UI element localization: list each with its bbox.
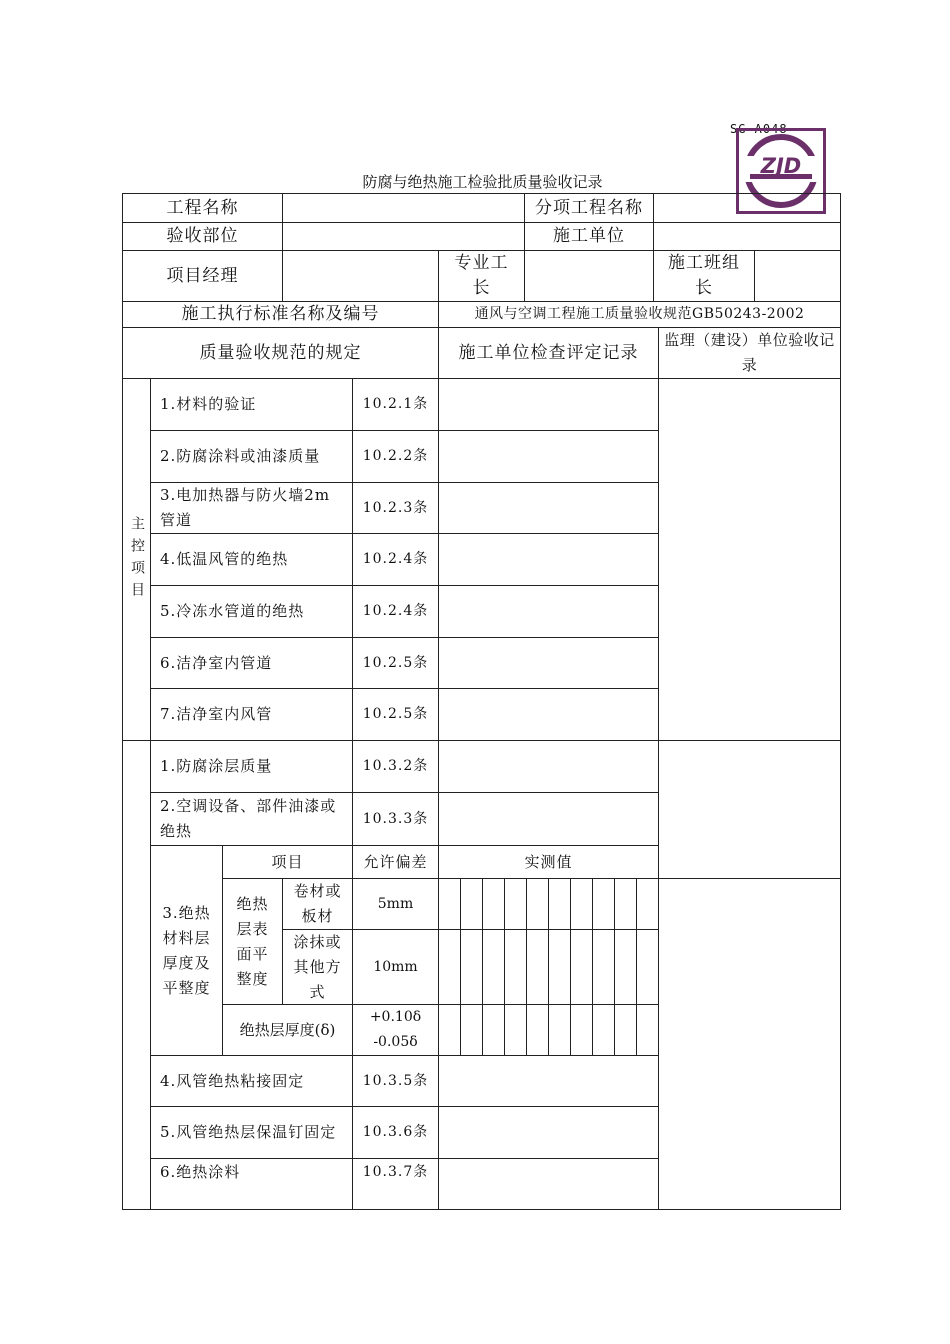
main-item-name: 1.材料的验证 [160, 395, 257, 413]
general-item-name: 6.绝热涂料 [160, 1162, 241, 1181]
main-control-side-label: 主控项目 [129, 515, 145, 604]
thickness-flatness-label: 3.绝热材料层厚度及平整度 [162, 903, 211, 997]
standard-value: 通风与空调工程施工质量验收规范GB50243-2002 [474, 306, 805, 322]
general-item-name: 2.空调设备、部件油漆或绝热 [160, 797, 337, 840]
project-manager-label: 项目经理 [166, 265, 239, 286]
main-item-name: 4.低温风管的绝热 [160, 550, 289, 568]
main-item-clause: 10.2.3条 [362, 499, 429, 516]
foreman-label [439, 251, 524, 301]
supervisor-column-header [659, 328, 840, 378]
main-item-name: 6.洁净室内管道 [160, 653, 273, 672]
tolerance-subheader: 允许偏差 [363, 852, 428, 871]
general-item-clause: 10.3.3条 [362, 810, 429, 827]
main-item-clause: 10.2.5条 [362, 654, 429, 671]
main-item-name: 7.洁净室内风管 [160, 705, 273, 723]
thickness-label: 绝热层厚度(δ) [239, 1020, 336, 1039]
foreman-label-line1: 专业工 [454, 253, 509, 273]
general-item-clause: 10.3.7条 [362, 1163, 429, 1180]
standard-label: 施工执行标准名称及编号 [181, 304, 380, 324]
item-subheader: 项目 [271, 852, 304, 871]
spec-column-header: 质量验收规范的规定 [199, 342, 362, 363]
main-item-clause: 10.2.2条 [362, 448, 429, 464]
coating-label: 涂抹或其他方式 [293, 932, 342, 1001]
coating-tolerance: 10mm [373, 958, 418, 975]
measured-subheader: 实测值 [524, 852, 573, 871]
acceptance-part-label: 验收部位 [166, 226, 239, 246]
general-item-name: 5.风管绝热层保温钉固定 [160, 1123, 337, 1141]
subproject-label: 分项工程名称 [535, 197, 643, 218]
team-leader-label-line1: 施工班组 [668, 253, 740, 273]
supervisor-header-line1: 监理（建设）单位验收记 [664, 331, 835, 349]
general-item-clause: 10.3.6条 [362, 1124, 429, 1140]
roll-material-tolerance: 5mm [377, 895, 414, 912]
thickness-tolerance-lower: -0.05δ [373, 1034, 418, 1050]
main-item-name: 2.防腐涂料或油漆质量 [160, 447, 321, 465]
main-item-name: 3.电加热器与防火墙2m管道 [160, 486, 331, 529]
thickness-tolerance-upper: +0.10δ [369, 1009, 422, 1025]
flatness-label: 绝热层表面平整度 [236, 894, 269, 988]
general-item-name: 4.风管绝热粘接固定 [160, 1071, 305, 1090]
general-item-clause: 10.3.2条 [362, 758, 429, 774]
construction-unit-label: 施工单位 [553, 226, 625, 246]
main-item-clause: 10.2.1条 [362, 396, 429, 412]
form-title: 防腐与绝热施工检验批质量验收记录 [362, 173, 603, 191]
main-item-name: 5.冷冻水管道的绝热 [160, 602, 305, 620]
supervisor-header-line2: 录 [741, 356, 758, 374]
roll-material-label: 卷材或板材 [293, 882, 342, 925]
main-item-clause: 10.2.5条 [362, 706, 429, 722]
general-item-clause: 10.3.5条 [362, 1072, 429, 1089]
team-leader-label-line2: 长 [695, 278, 713, 298]
team-leader-label [654, 251, 754, 301]
thickness-tolerance [353, 1005, 438, 1055]
check-column-header: 施工单位检查评定记录 [458, 342, 639, 363]
project-name-label: 工程名称 [166, 197, 239, 218]
logo-text: ZJD [760, 154, 802, 178]
main-item-clause: 10.2.4条 [362, 551, 429, 567]
general-item-name: 1.防腐涂层质量 [160, 757, 273, 775]
main-item-clause: 10.2.4条 [362, 603, 429, 619]
document-code: SG-A048 [730, 122, 788, 136]
foreman-label-line2: 长 [472, 278, 491, 298]
